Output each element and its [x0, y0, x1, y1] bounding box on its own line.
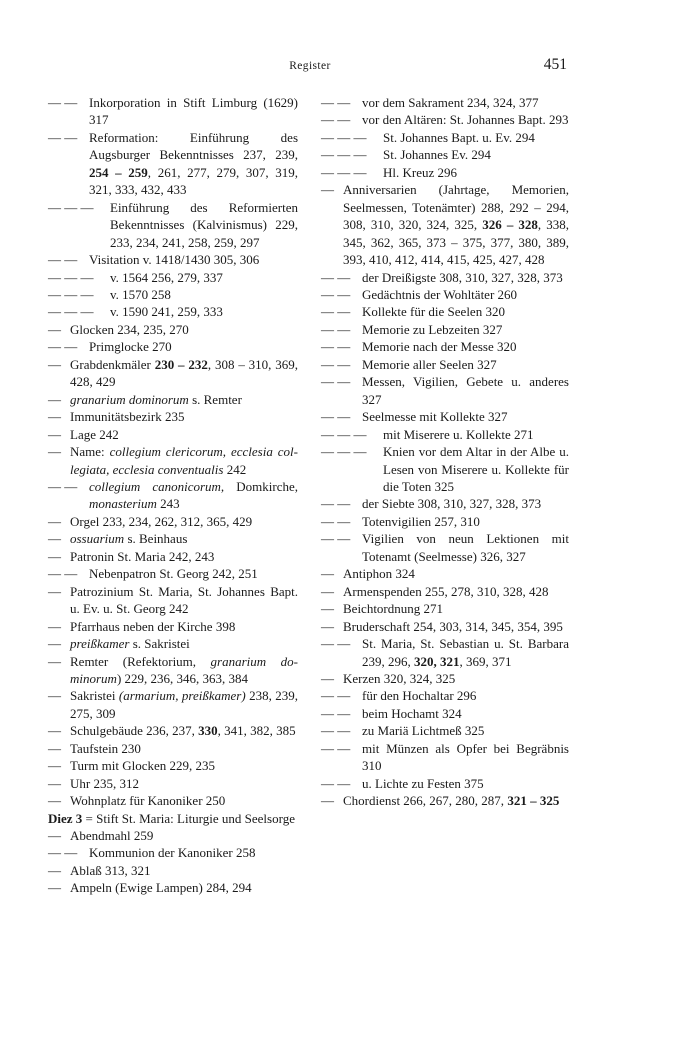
- entry-text-part: zu Mariä Lichtmeß 325: [362, 723, 485, 739]
- index-entry: [48, 618, 298, 635]
- entry-text-part: Memorie aller Seelen 327: [362, 356, 497, 372]
- entry-text: [70, 722, 298, 739]
- entry-text-part: , 341, 382, 385: [217, 723, 296, 739]
- entry-level-dash: —: [48, 740, 61, 756]
- entry-level-dash: —: [48, 426, 61, 442]
- index-column-right: [321, 94, 569, 810]
- entry-text: [70, 391, 298, 408]
- entry-text-part: Anniversarien (Jahrtage, Memorien, Seelmessen, Totenämter) 288, 292 – 294, 308, 310, 320, 324, 325,: [343, 182, 569, 233]
- entry-text-part: v. 1590 241, 259, 333: [110, 304, 223, 320]
- entry-bold-ref: Diez 3: [48, 810, 83, 826]
- entry-text: [70, 513, 298, 530]
- entry-text-part: St. Johannes Bapt. u. Ev. 294: [383, 129, 535, 145]
- entry-text-part: v. 1570 258: [110, 286, 171, 302]
- entry-bold-ref: 321 – 325: [507, 793, 560, 809]
- entry-text-part: 238, 239, 275, 309: [70, 688, 298, 721]
- entry-text: [110, 199, 298, 251]
- entry-text: [362, 687, 569, 704]
- index-entry: [48, 286, 298, 303]
- entry-level-dash: — —: [321, 409, 351, 425]
- entry-text: [343, 181, 569, 268]
- entry-level-dash: —: [48, 862, 61, 878]
- entry-text: [70, 408, 298, 425]
- entry-level-dash: —: [48, 391, 61, 407]
- entry-bold-ref: 230 – 232: [154, 356, 208, 372]
- entry-level-dash: — —: [321, 688, 351, 704]
- index-entry: [321, 513, 569, 530]
- entry-level-dash: — —: [321, 339, 351, 355]
- index-entry: [48, 687, 298, 722]
- entry-text: [110, 303, 298, 320]
- entry-level-dash: — —: [48, 95, 78, 110]
- index-entry: [321, 181, 569, 268]
- entry-text-part: Inkorporation in Stift Limburg (1629) 317: [89, 95, 298, 128]
- entry-text-part: Immunitätsbezirk 235: [70, 409, 185, 425]
- entry-text-part: Armenspenden 255, 278, 310, 328, 428: [343, 583, 549, 599]
- entry-text: [362, 722, 569, 739]
- index-entry: [321, 408, 569, 425]
- entry-italic-term: collegium canonicorum,: [89, 478, 225, 494]
- entry-text-part: für den Hochaltar 296: [362, 688, 477, 704]
- entry-level-dash: —: [48, 723, 61, 739]
- entry-text: [362, 740, 569, 775]
- entry-text-part: , 338, 345, 362, 365, 373 – 375, 377, 380, 389, 393, 410, 412, 414, 415, 425, 427, 428: [343, 217, 569, 268]
- entry-text-part: der Dreißigste 308, 310, 327, 328, 373: [362, 269, 563, 285]
- entry-text: [89, 94, 298, 129]
- entry-text: [362, 775, 569, 792]
- entry-level-dash: —: [48, 321, 61, 337]
- entry-text: [362, 373, 569, 408]
- entry-text-part: vor dem Sakrament 234, 324, 377: [362, 95, 539, 110]
- index-entry: [48, 653, 298, 688]
- entry-text-part: Beichtordnung 271: [343, 601, 444, 617]
- entry-text: [70, 879, 298, 896]
- entry-level-dash: —: [48, 758, 61, 774]
- entry-level-dash: — —: [48, 339, 78, 355]
- entry-level-dash: — —: [321, 705, 351, 721]
- entry-level-dash: — — —: [321, 444, 367, 460]
- entry-level-dash: — —: [321, 723, 351, 739]
- entry-level-dash: — —: [321, 356, 351, 372]
- entry-text: [89, 565, 298, 582]
- entry-text: [343, 600, 569, 617]
- entry-text: [362, 269, 569, 286]
- entry-level-dash: —: [48, 548, 61, 564]
- index-entry: [48, 391, 298, 408]
- entry-level-dash: — —: [321, 112, 351, 128]
- index-entry: [48, 338, 298, 355]
- entry-text-part: Kommunion der Kanoniker 258: [89, 845, 256, 861]
- entry-level-dash: —: [321, 566, 334, 582]
- entry-text-part: u. Lichte zu Festen 375: [362, 775, 484, 791]
- entry-text: [89, 338, 298, 355]
- entry-level-dash: — —: [321, 740, 351, 756]
- index-entry: [321, 740, 569, 775]
- entry-text: [362, 356, 569, 373]
- index-entry: [321, 111, 569, 128]
- entry-text-part: Schulgebäude 236, 237,: [70, 723, 199, 739]
- entry-level-dash: — — —: [48, 286, 94, 302]
- entry-text-part: = Stift St. Maria: Liturgie und Seelsorge: [82, 810, 295, 826]
- entry-text: [343, 565, 569, 582]
- index-entry: [48, 129, 298, 199]
- index-entry: [48, 408, 298, 425]
- entry-level-dash: — —: [321, 374, 351, 390]
- index-entry: [48, 513, 298, 530]
- entry-text: [70, 618, 298, 635]
- entry-level-dash: — —: [321, 304, 351, 320]
- entry-text: [70, 548, 298, 565]
- entry-level-dash: — — —: [48, 304, 94, 320]
- index-entry: [321, 705, 569, 722]
- entry-text-part: Grabdenkmäler: [70, 356, 155, 372]
- index-entry: [48, 583, 298, 618]
- entry-text-part: Einführung des Reformierten Bekenntnisses (Kalvinismus) 229, 233, 234, 241, 258, 259, 297: [110, 199, 298, 250]
- entry-level-dash: —: [48, 828, 61, 844]
- page-number: 451: [543, 56, 567, 73]
- entry-text-part: mit Miserere u. Kollekte 271: [383, 426, 534, 442]
- entry-text-part: Lage 242: [70, 426, 119, 442]
- entry-text: [70, 443, 298, 478]
- entry-text: [70, 426, 298, 443]
- entry-text-part: Patronin St. Maria 242, 243: [70, 548, 215, 564]
- entry-bold-ref: 254 – 259: [89, 164, 148, 180]
- entry-text: [89, 251, 298, 268]
- entry-level-dash: — — —: [321, 164, 367, 180]
- index-entry: [48, 478, 298, 513]
- index-entry: [321, 146, 569, 163]
- entry-level-dash: — —: [48, 566, 78, 582]
- entry-level-dash: — —: [48, 478, 78, 494]
- index-entry: [321, 443, 569, 495]
- entry-text-part: Glocken 234, 235, 270: [70, 321, 189, 337]
- entry-text-part: Seelmesse mit Kollekte 327: [362, 409, 508, 425]
- entry-bold-ref: 330: [198, 723, 218, 739]
- entry-italic-term: ossuarium: [70, 531, 125, 547]
- index-entry: [321, 792, 569, 809]
- index-entry: [48, 269, 298, 286]
- entry-text: [383, 164, 569, 181]
- entry-text: [362, 338, 569, 355]
- entry-text-part: s. Remter: [188, 391, 242, 407]
- running-title: Register: [289, 60, 331, 72]
- index-entry: [321, 338, 569, 355]
- entry-text-part: Bruderschaft 254, 303, 314, 345, 354, 395: [343, 618, 563, 634]
- entry-level-dash: —: [48, 618, 61, 634]
- index-entry: [48, 356, 298, 391]
- entry-level-dash: —: [48, 409, 61, 425]
- entry-level-dash: — — —: [321, 129, 367, 145]
- index-entry: [48, 199, 298, 251]
- index-column-left: [48, 94, 298, 897]
- entry-level-dash: —: [48, 513, 61, 529]
- entry-text-part: Name:: [70, 444, 110, 460]
- index-entry: [48, 862, 298, 879]
- entry-text-part: ) 229, 236, 346, 363, 384: [116, 670, 249, 686]
- entry-text-part: , 369, 371: [459, 653, 512, 669]
- entry-level-dash: —: [48, 793, 61, 809]
- entry-text: [362, 111, 569, 128]
- entry-text-part: Nebenpatron St. Georg 242, 251: [89, 566, 258, 582]
- entry-text: [70, 583, 298, 618]
- index-entry: [48, 792, 298, 809]
- entry-text: [343, 583, 569, 600]
- entry-level-dash: —: [321, 793, 334, 809]
- entry-text-part: Taufstein 230: [70, 740, 141, 756]
- entry-level-dash: — —: [321, 286, 351, 302]
- entry-level-dash: — —: [321, 321, 351, 337]
- entry-text-part: Memorie nach der Messe 320: [362, 339, 517, 355]
- entry-text: [89, 129, 298, 199]
- entry-text: [70, 635, 298, 652]
- entry-level-dash: —: [48, 653, 61, 669]
- entry-level-dash: —: [48, 531, 61, 547]
- entry-text-part: Visitation v. 1418/1430 305, 306: [89, 252, 260, 268]
- entry-level-dash: — — —: [48, 269, 94, 285]
- index-entry: [48, 565, 298, 582]
- index-entry: [48, 740, 298, 757]
- index-entry: [48, 303, 298, 320]
- entry-text-part: v. 1564 256, 279, 337: [110, 269, 223, 285]
- entry-text: [110, 269, 298, 286]
- index-entry: [48, 722, 298, 739]
- entry-text-part: Hl. Kreuz 296: [383, 164, 458, 180]
- index-entry: [321, 687, 569, 704]
- entry-text-part: Primglocke 270: [89, 339, 172, 355]
- entry-text-part: Orgel 233, 234, 262, 312, 365, 429: [70, 513, 253, 529]
- entry-text-part: s. Sakristei: [129, 636, 190, 652]
- entry-text: [48, 810, 298, 827]
- entry-text: [362, 705, 569, 722]
- index-entry: [321, 530, 569, 565]
- index-entry: [48, 879, 298, 896]
- entry-text-part: Totenvigilien 257, 310: [362, 513, 480, 529]
- entry-text: [70, 740, 298, 757]
- index-entry: [321, 426, 569, 443]
- index-entry: [321, 269, 569, 286]
- entry-text-part: Ablaß 313, 321: [70, 862, 151, 878]
- entry-text-part: Kollekte für die Seelen 320: [362, 304, 505, 320]
- index-entry: [48, 635, 298, 652]
- entry-text-part: der Siebte 308, 310, 327, 328, 373: [362, 496, 542, 512]
- entry-text-part: Remter (Refektorium,: [70, 653, 211, 669]
- index-entry: [321, 303, 569, 320]
- entry-level-dash: —: [321, 670, 334, 686]
- entry-level-dash: —: [321, 601, 334, 617]
- index-entry: [321, 164, 569, 181]
- entry-level-dash: —: [48, 775, 61, 791]
- entry-level-dash: — —: [321, 513, 351, 529]
- entry-text-part: 242: [223, 461, 247, 477]
- entry-text-part: Domkirche,: [224, 478, 298, 494]
- entry-text-part: Ampeln (Ewige Lampen) 284, 294: [70, 880, 252, 896]
- index-entry: [48, 94, 298, 129]
- entry-text-part: Knien vor dem Altar in der Albe u. Lesen von Miserere u. Kollekte für die Toten 325: [383, 444, 569, 494]
- index-entry: [321, 94, 569, 111]
- entry-text: [89, 478, 298, 513]
- entry-text: [362, 513, 569, 530]
- entry-text: [70, 862, 298, 879]
- entry-level-dash: — —: [48, 845, 78, 861]
- index-entry: [48, 530, 298, 547]
- entry-text-part: mit Münzen als Opfer bei Begräbnis 310: [362, 740, 569, 774]
- entry-text: [70, 530, 298, 547]
- entry-text-part: Abendmahl 259: [70, 828, 154, 844]
- entry-text-part: Wohnplatz für Kanoniker 250: [70, 793, 226, 809]
- entry-text-part: Uhr 235, 312: [70, 775, 139, 791]
- entry-text: [362, 408, 569, 425]
- entry-level-dash: — —: [321, 531, 351, 547]
- index-entry: [48, 426, 298, 443]
- entry-text-part: Reformation: Einführung des Augsburger Bekenntnisses 237, 239,: [89, 129, 298, 163]
- entry-level-dash: —: [48, 636, 61, 652]
- entry-level-dash: — —: [321, 269, 351, 285]
- entry-bold-ref: 326 – 328: [482, 217, 538, 233]
- entry-text: [343, 792, 569, 809]
- index-entry: [321, 670, 569, 687]
- entry-level-dash: — — —: [48, 199, 94, 215]
- page-header: [0, 56, 700, 78]
- entry-text-part: Sakristei: [70, 688, 119, 704]
- entry-level-dash: —: [321, 618, 334, 634]
- entry-text-part: Kerzen 320, 324, 325: [343, 670, 456, 686]
- entry-text-part: vor den Altären: St. Johannes Bapt. 293: [362, 112, 569, 128]
- index-entry: [321, 565, 569, 582]
- index-entry: [48, 251, 298, 268]
- entry-level-dash: —: [321, 182, 334, 198]
- entry-level-dash: — —: [321, 95, 351, 110]
- entry-text-part: St. Maria, St. Sebastian u. St. Barbara 239, 296,: [362, 636, 569, 669]
- index-entry: [48, 810, 298, 827]
- entry-text: [362, 635, 569, 670]
- entry-italic-term: collegium clericorum, ecclesia collegiata, ecclesia conventualis: [70, 444, 298, 477]
- entry-text-part: Gedächtnis der Wohltäter 260: [362, 286, 518, 302]
- index-entry: [321, 618, 569, 635]
- entry-text: [70, 687, 298, 722]
- entry-text: [89, 844, 298, 861]
- index-entry: [321, 775, 569, 792]
- entry-text: [383, 443, 569, 495]
- entry-level-dash: — —: [48, 129, 78, 145]
- entry-italic-term: (armarium, preißkamer): [118, 688, 246, 704]
- entry-text: [362, 495, 569, 512]
- entry-level-dash: —: [321, 583, 334, 599]
- index-entry: [48, 775, 298, 792]
- entry-text: [70, 321, 298, 338]
- entry-text: [343, 618, 569, 635]
- entry-level-dash: — —: [321, 636, 351, 652]
- entry-text-part: , 308 – 310, 369, 428, 429: [70, 356, 299, 390]
- entry-bold-ref: 320, 321: [414, 653, 460, 669]
- entry-level-dash: —: [48, 583, 61, 599]
- entry-text-part: s. Beinhaus: [124, 531, 188, 547]
- entry-text: [70, 775, 298, 792]
- entry-text-part: Vigilien von neun Lektionen mit Totenamt (Seelmesse) 326, 327: [362, 531, 569, 564]
- entry-text: [110, 286, 298, 303]
- index-entry: [321, 373, 569, 408]
- entry-italic-term: granarium dominorum: [70, 653, 298, 686]
- index-entry: [321, 286, 569, 303]
- entry-text-part: Chordienst 266, 267, 280, 287,: [343, 793, 508, 809]
- entry-text: [383, 129, 569, 146]
- index-entry: [48, 844, 298, 861]
- index-entry: [321, 321, 569, 338]
- entry-text-part: Pfarrhaus neben der Kirche 398: [70, 618, 236, 634]
- entry-text-part: Patrozinium St. Maria, St. Johannes Bapt. u. Ev. u. St. Georg 242: [70, 583, 298, 617]
- entry-text: [70, 792, 298, 809]
- entry-text-part: , 261, 277, 279, 307, 319, 321, 333, 432, 433: [89, 164, 299, 198]
- entry-level-dash: —: [48, 880, 61, 896]
- entry-text: [362, 530, 569, 565]
- entry-text: [383, 426, 569, 443]
- index-entry: [321, 356, 569, 373]
- entry-text: [70, 653, 298, 688]
- index-entry: [48, 827, 298, 844]
- index-entry: [48, 548, 298, 565]
- entry-level-dash: —: [48, 444, 61, 460]
- entry-text: [383, 146, 569, 163]
- entry-text: [362, 321, 569, 338]
- entry-level-dash: — —: [48, 252, 78, 268]
- index-entry: [48, 757, 298, 774]
- index-entry: [321, 129, 569, 146]
- entry-level-dash: —: [48, 356, 61, 372]
- entry-level-dash: —: [48, 688, 61, 704]
- entry-text-part: beim Hochamt 324: [362, 705, 462, 721]
- index-entry: [321, 495, 569, 512]
- entry-level-dash: — —: [321, 496, 351, 512]
- index-entry: [321, 635, 569, 670]
- entry-text: [70, 827, 298, 844]
- entry-text: [70, 757, 298, 774]
- entry-text: [70, 356, 298, 391]
- entry-italic-term: preißkamer: [70, 636, 130, 652]
- entry-text: [362, 303, 569, 320]
- entry-text: [343, 670, 569, 687]
- entry-text-part: 243: [156, 496, 180, 512]
- index-entry: [48, 321, 298, 338]
- entry-level-dash: — —: [321, 775, 351, 791]
- entry-text-part: Memorie zu Lebzeiten 327: [362, 321, 503, 337]
- entry-text-part: Antiphon 324: [343, 566, 415, 582]
- entry-text: [362, 94, 569, 111]
- entry-italic-term: monasterium: [89, 496, 157, 512]
- entry-text-part: Messen, Vigilien, Gebete u. anderes 327: [362, 374, 569, 407]
- entry-level-dash: — — —: [321, 147, 367, 163]
- entry-text: [362, 286, 569, 303]
- entry-text-part: Turm mit Glocken 229, 235: [70, 758, 216, 774]
- index-entry: [48, 443, 298, 478]
- index-entry: [321, 583, 569, 600]
- index-entry: [321, 722, 569, 739]
- entry-text-part: St. Johannes Ev. 294: [383, 147, 491, 163]
- index-entry: [321, 600, 569, 617]
- entry-italic-term: granarium dominorum: [70, 391, 189, 407]
- entry-level-dash: — — —: [321, 426, 367, 442]
